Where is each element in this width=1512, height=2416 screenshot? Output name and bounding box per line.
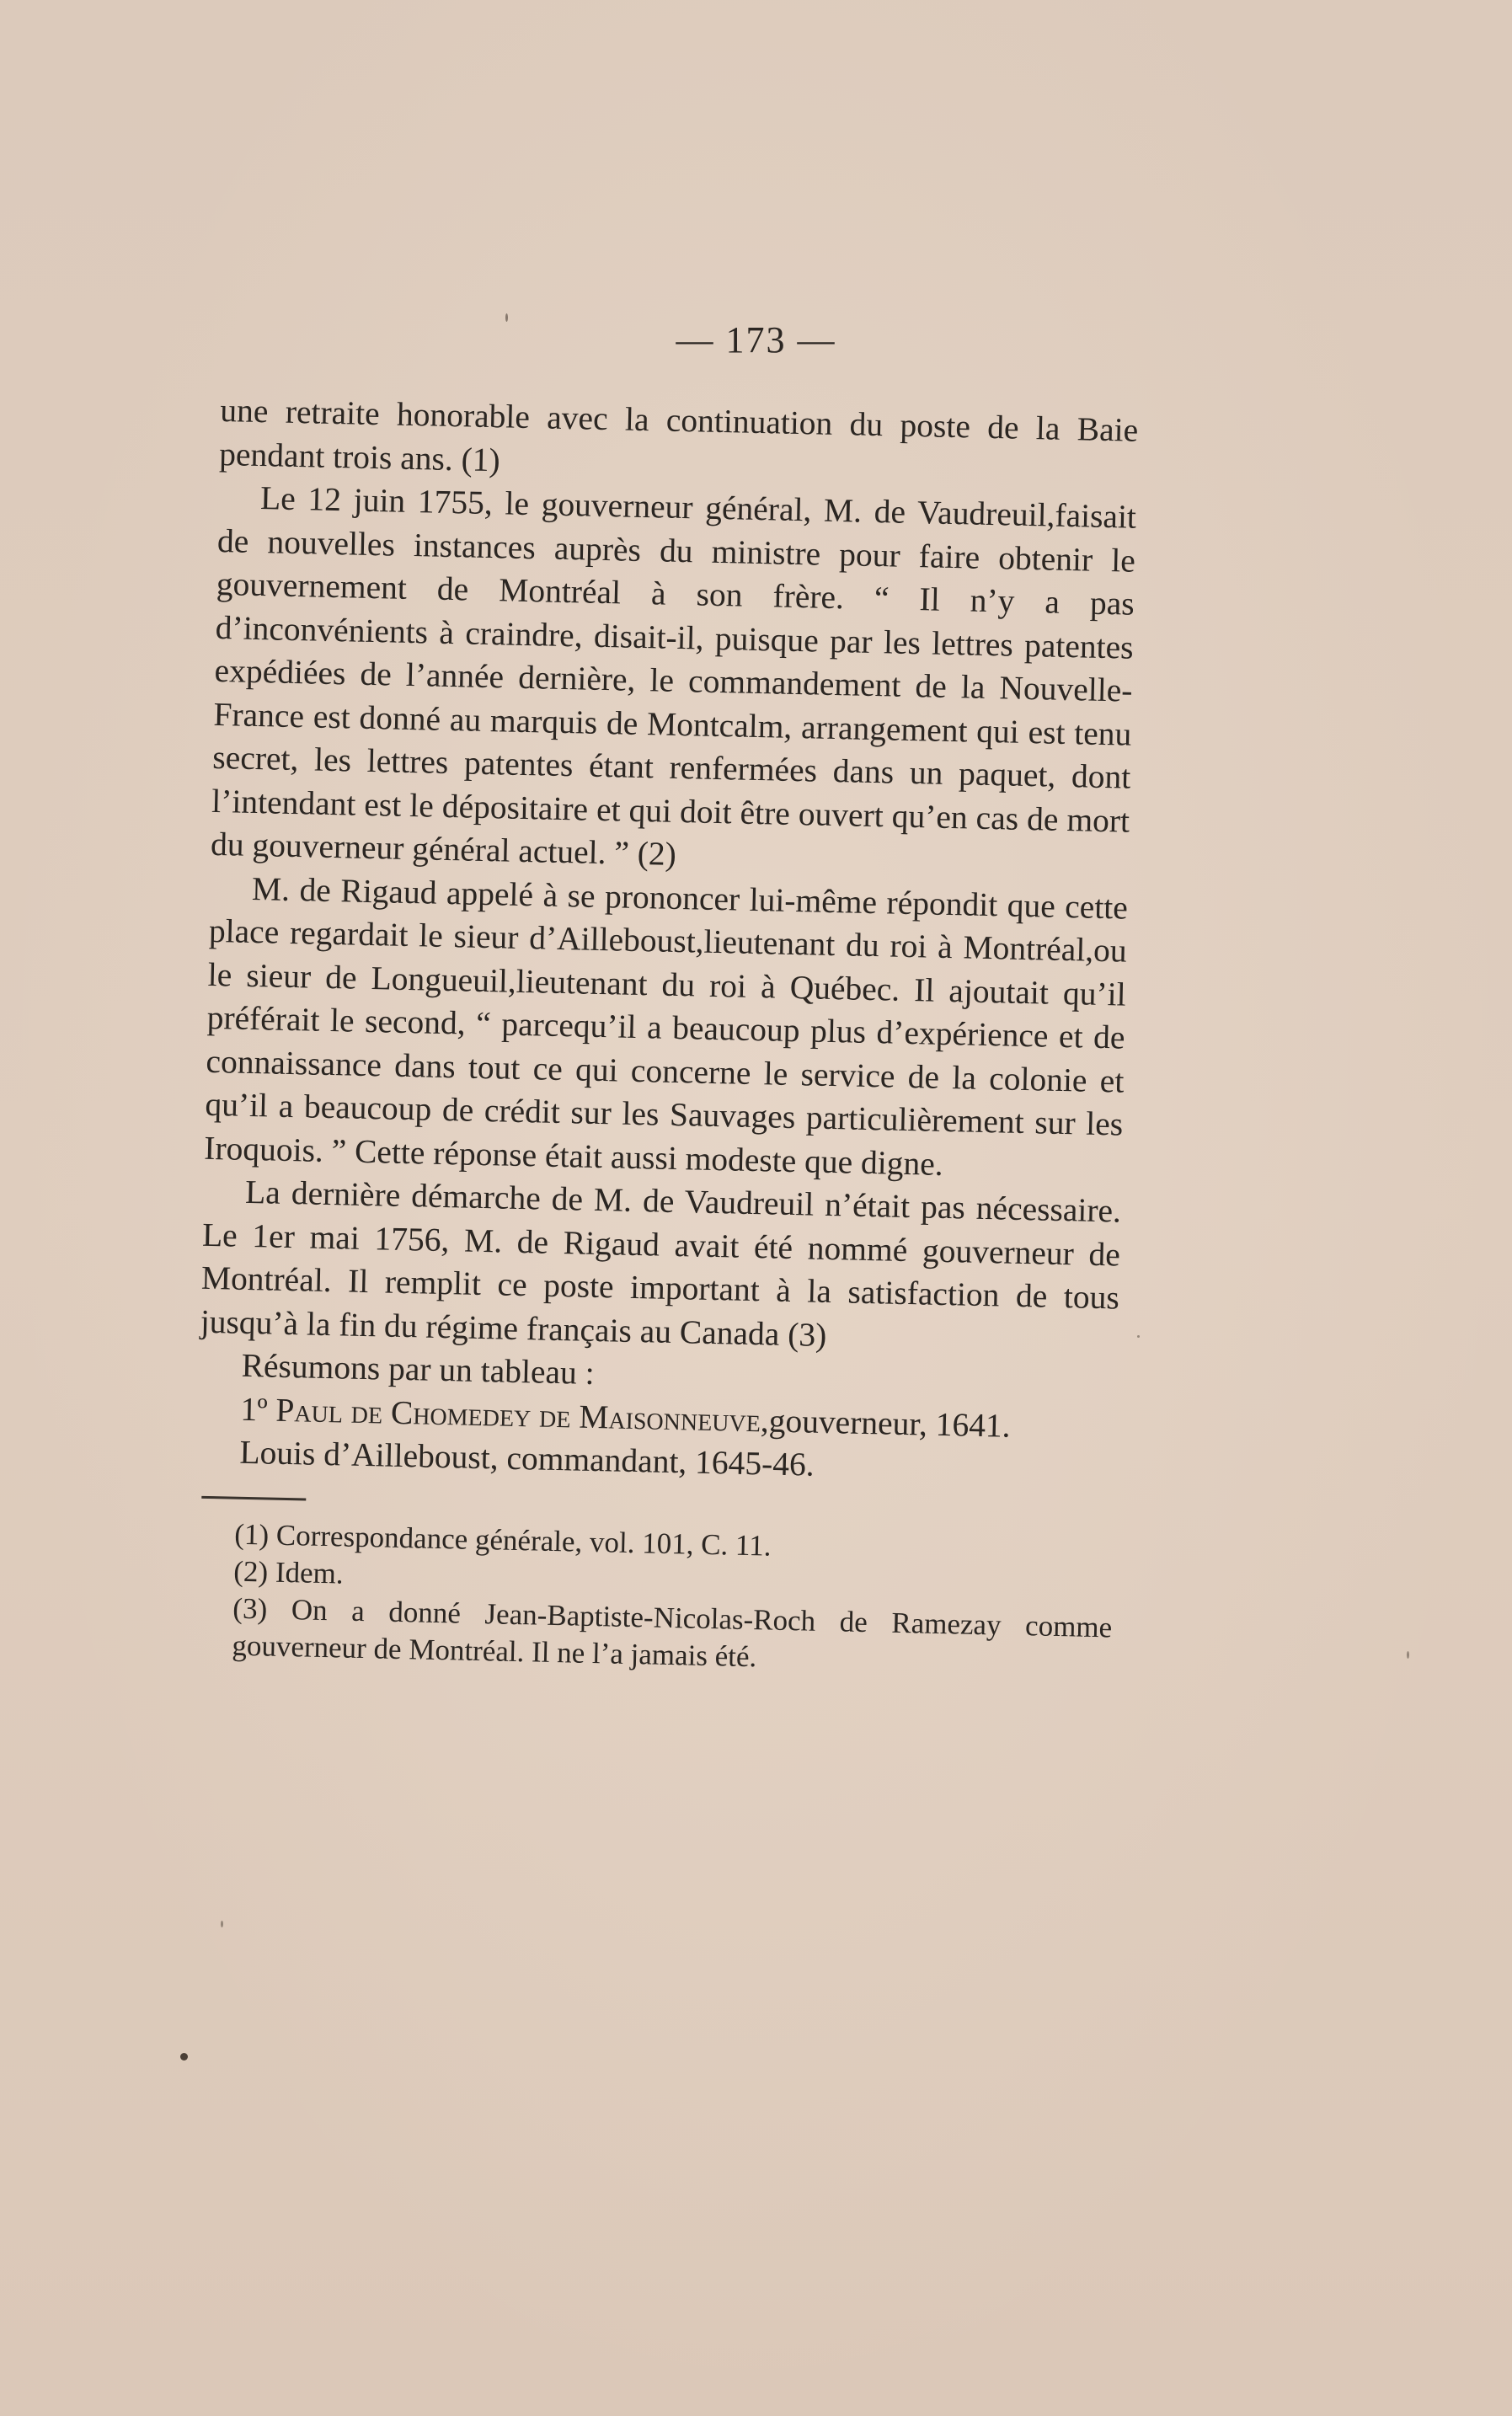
list-entry-role: gouverneur, 1641. <box>768 1401 1012 1445</box>
paper-speck <box>180 2053 188 2061</box>
paragraph-appointment: La dernière démarche de M. de Vaudreuil n’était pas nécessaire. Le 1er mai 1756, M. de Rigaud avait été nommé gouverneur de Montréal. Il remplit ce poste important à la satisfaction de tous jusqu’à la fin du régime français au Canada (3) <box>200 1173 1122 1354</box>
paper-speck <box>1407 1651 1409 1659</box>
list-entry-number: 1º <box>240 1390 269 1428</box>
footnote-3: (3) On a donné Jean-Baptiste-Nicolas-Roch de Ramezay comme gouverneur de Montréal. Il ne l’a jamais été. <box>232 1591 1113 1673</box>
list-entry-name: Paul de Chomedey de Maisonneuve, <box>275 1391 770 1439</box>
paper-speck <box>505 313 508 322</box>
paper-speck <box>221 1921 223 1927</box>
footnote-2: (2) Idem. <box>232 1554 345 1590</box>
paragraph-vaudreuil-request: Le 12 juin 1755, le gouverneur général, M. de Vaudreuil,faisait de nouvelles instances auprès du ministre pour faire obtenir le gouvernement de Montréal à son frère. “ Il n’y a pas d’inconvénients à craindre, disait-il, puisque par les lettres patentes expédiées de l’année dernière, le commandement de la Nouvelle-France est donné au marquis de Montcalm, arrangement qui est tenu secret, les lettres patentes étant renfermées dans un paquet, dont l’intendant est le dépositaire et qui doit être ouvert qu’en cas de mort du gouverneur général actuel. ” (2) <box>210 479 1137 873</box>
paragraph-continuation: une retraite honorable avec la continuation du poste de la Baie pendant trois ans. (1) <box>218 391 1139 478</box>
paragraph-summary-intro: Résumons par un tableau : <box>241 1346 596 1392</box>
body-text <box>193 389 1139 1683</box>
footnotes <box>193 1515 1114 1683</box>
paper-speck <box>1137 1335 1140 1338</box>
footnote-separator <box>201 1495 306 1500</box>
list-entry-ailleboust: Louis d’Ailleboust, commandant, 1645-46. <box>238 1433 815 1483</box>
page-number: — 173 — <box>676 319 836 361</box>
paragraph-rigaud-response: M. de Rigaud appelé à se prononcer lui-même répondit que cette place regardait le sieur d’Ailleboust,lieutenant du roi à Montréal,ou le sieur de Longueuil,lieutenant du roi à Québec. Il ajoutait qu’il préférait le second, “ parcequ’il a beaucoup plus d’expérience et de connaissance dans tout ce qui concerne le service de la colonie et qu’il a beaucoup de crédit sur les Sauvages particulièrement sur les Iroquois. ” Cette réponse était aussi modeste que digne. <box>203 869 1129 1183</box>
footnote-1: (1) Correspondance générale, vol. 101, C. 11. <box>233 1517 772 1563</box>
